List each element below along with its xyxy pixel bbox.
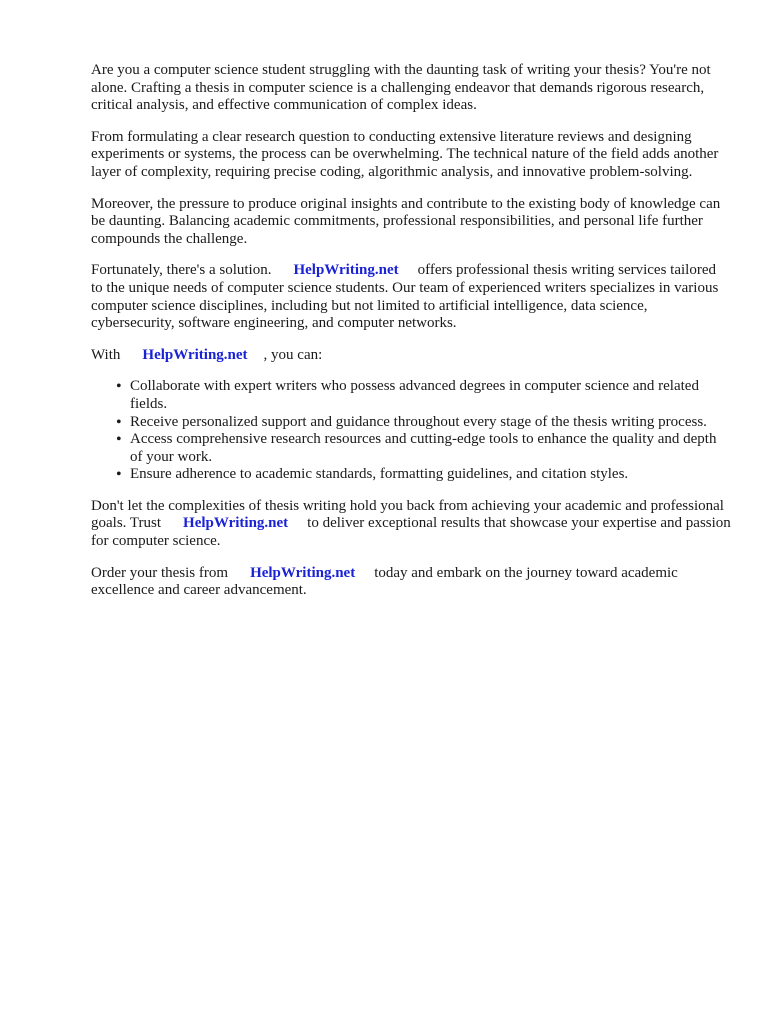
benefits-list	[91, 378, 731, 484]
list-item-text: Ensure adherence to academic standards, formatting guidelines, and citation styles.	[130, 466, 629, 483]
bullet-icon: •	[116, 378, 122, 396]
helpwriting-link-4[interactable]: HelpWriting.net	[250, 564, 356, 581]
helpwriting-link-1[interactable]: HelpWriting.net	[293, 262, 399, 279]
list-item-text: Collaborate with expert writers who possess advanced degrees in computer science and related fields.	[130, 378, 699, 412]
paragraph-intro: Are you a computer science student struggling with the daunting task of writing your thesis? You're not alone. Crafting a thesis in computer science is a challenging endeavor that demands rigorous research, critical analysis, and effective communication of complex ideas.	[91, 62, 711, 114]
bullet-icon: •	[116, 431, 122, 449]
paragraph-pressure: Moreover, the pressure to produce original insights and contribute to the existing body of knowledge can be daunting. Balancing academic commitments, professional responsibilities, and personal life further compounds the challenge.	[91, 195, 721, 247]
list-item	[104, 431, 731, 466]
order-text-after: today and embark on the journey toward academic excellence and career advancement.	[91, 564, 678, 599]
bullet-icon: •	[116, 466, 122, 484]
paragraph-order	[91, 565, 731, 600]
list-item-text: Access comprehensive research resources and cutting-edge tools to enhance the quality and depth of your work.	[130, 431, 717, 465]
helpwriting-link-3[interactable]: HelpWriting.net	[183, 515, 289, 532]
order-text-before: Order your thesis from	[91, 564, 229, 581]
trust-text-after: to deliver exceptional results that showcase your expertise and passion for computer science.	[91, 515, 731, 550]
document-body	[91, 62, 731, 614]
bullet-icon: •	[116, 413, 122, 431]
solution-text-after: offers professional thesis writing services tailored to the unique needs of computer science students. Our team of experienced writers specializes in various computer science disciplines, including but not limited to artificial intelligence, data science, cybersecurity, software engineering, and computer networks.	[91, 262, 719, 332]
helpwriting-link-2[interactable]: HelpWriting.net	[142, 346, 248, 363]
paragraph-with	[91, 347, 731, 365]
list-item	[104, 378, 731, 413]
list-item-text: Receive personalized support and guidance throughout every stage of the thesis writing process.	[130, 413, 707, 430]
list-item	[104, 466, 731, 484]
list-item	[104, 414, 731, 432]
paragraph-process: From formulating a clear research question to conducting extensive literature reviews and designing experiments or systems, the process can be overwhelming. The technical nature of the field adds another layer of complexity, requiring precise coding, algorithmic analysis, and innovative problem-solving.	[91, 128, 719, 180]
with-text-before: With	[91, 346, 121, 363]
paragraph-trust	[91, 498, 731, 551]
trust-text-before: Don't let the complexities of thesis writing hold you back from achieving your academic and professional goals. Trust	[91, 497, 724, 532]
with-text-after: , you can:	[263, 346, 323, 363]
solution-text-before: Fortunately, there's a solution.	[91, 262, 272, 279]
paragraph-solution	[91, 262, 731, 332]
